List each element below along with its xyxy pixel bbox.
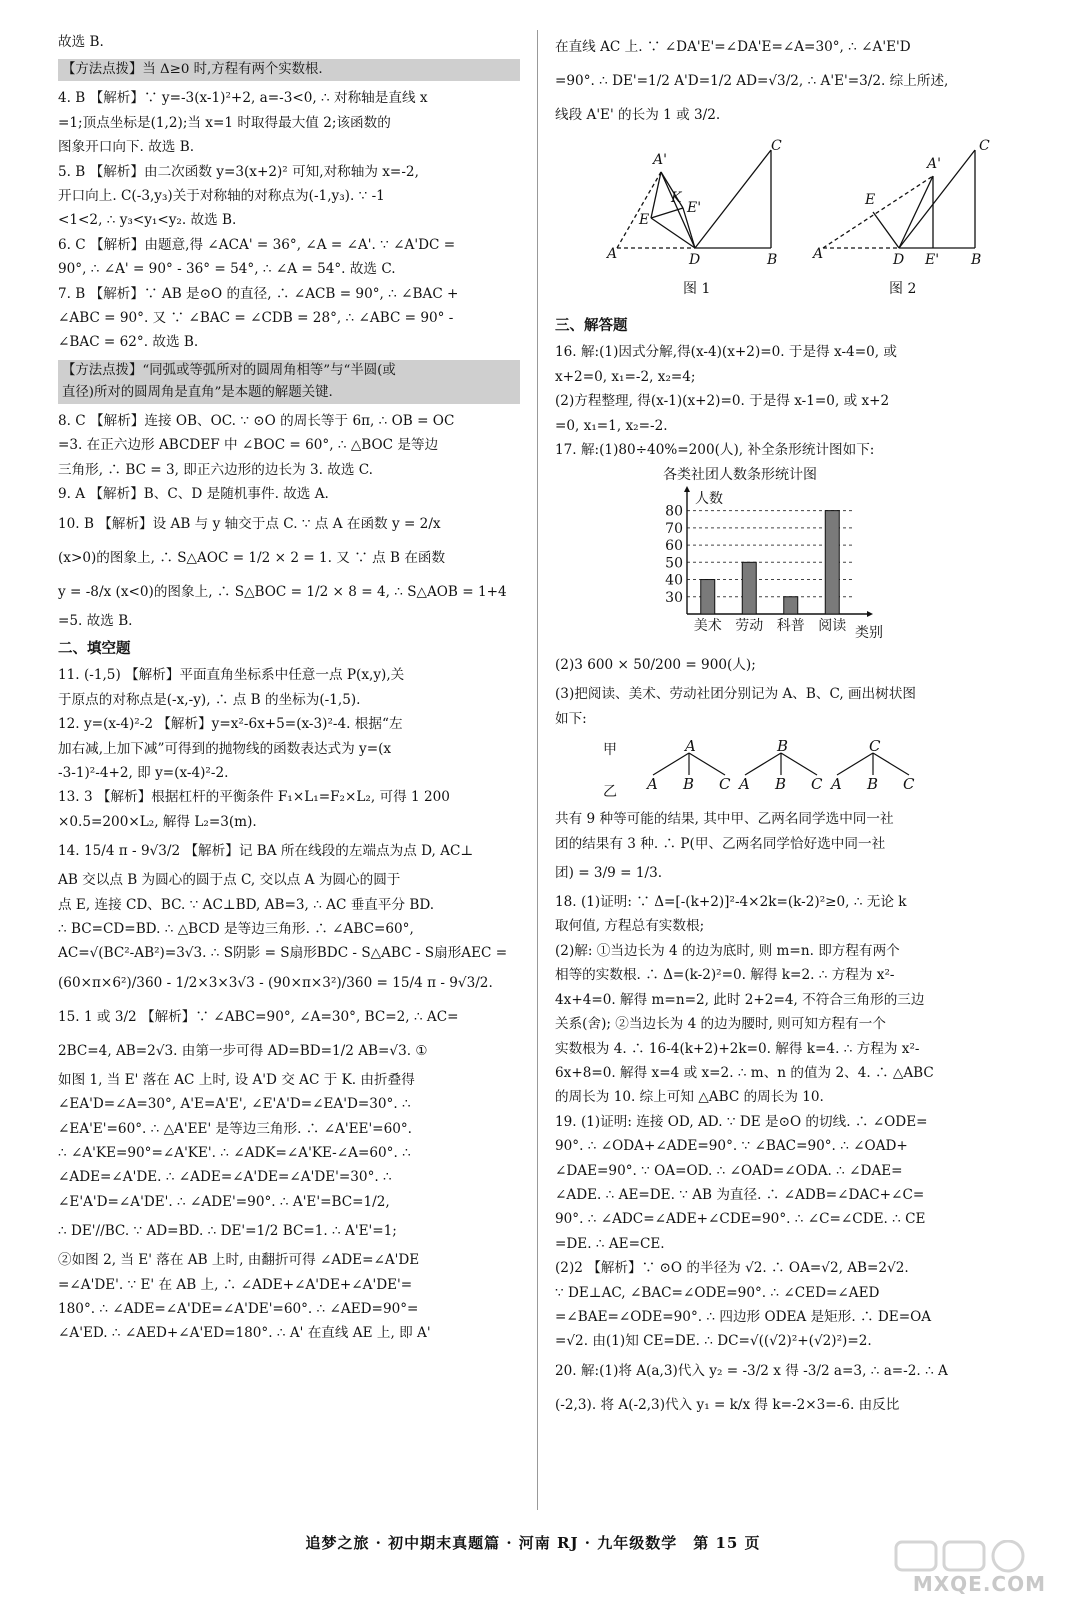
text-line: =0, x₁=1, x₂=-2. — [555, 417, 668, 434]
text-line: ∠EA'E'=60°. ∴ △A'EE' 是等边三角形. ∴ ∠A'EE'=60°. — [58, 1120, 412, 1137]
geometry-figures — [555, 138, 1020, 308]
x-axis-arrow — [867, 611, 873, 617]
column-divider — [537, 30, 538, 1510]
text-line: ②如图 2, 当 E' 落在 AB 上时, 由翻折可得 ∠ADE=∠A'DE — [58, 1252, 420, 1269]
text-line: 6x+8=0. 解得 x=4 或 x=2. ∴ m、n 的值为 2、4. ∴ △ABC — [555, 1064, 934, 1081]
tree-root: B — [777, 737, 789, 756]
bar — [825, 511, 839, 614]
text-line: 14. 15/4 π - 9√3/2 【解析】记 BA 所在线段的左端点为点 D, AC⊥ — [58, 843, 474, 860]
text-line: ∵ DE⊥AC, ∠BAC=∠ODE=90°. ∴ ∠CED=∠AED — [555, 1284, 880, 1301]
text-line: 15. 1 或 3/2 【解析】∵ ∠ABC=90°, ∠A=30°, BC=2, ∴ AC= — [58, 1008, 459, 1025]
tree-leaf: A — [647, 775, 658, 794]
text-line: ∴ BC=CD=BD. ∴ △BCD 是等边三角形. ∴ ∠ABC=60°, — [58, 920, 414, 937]
text-line: (2)方程整理, 得(x-1)(x+2)=0. 于是得 x-1=0, 或 x+2 — [555, 393, 890, 410]
text-line: 相等的实数根. ∴ Δ=(k-2)²=0. 解得 k=2. ∴ 方程为 x²- — [555, 967, 895, 984]
chart-y-axis-title: 人数 — [695, 491, 723, 508]
text-line: ∠EA'D=∠A=30°, A'E=A'E', ∠E'A'D=∠EA'D=30°. ∴ — [58, 1096, 411, 1113]
text-line: 90°, ∴ ∠A' = 90° - 36° = 54°, ∴ ∠A = 54°. 故选 C. — [58, 261, 396, 278]
x-tick-label: 劳动 — [735, 618, 764, 635]
x-tick-label: 科普 — [776, 618, 805, 635]
text-line: 19. (1)证明: 连接 OD, AD. ∵ DE 是⊙O 的切线. ∴ ∠ODE= — [555, 1113, 928, 1130]
text-line: ∴ ∠A'KE=90°=∠A'KE'. ∴ ∠ADK=∠A'KE-∠A=60°. ∴ — [58, 1145, 411, 1161]
method-tip: 【方法点拨】当 Δ≥0 时,方程有两个实数根. — [58, 59, 520, 81]
left-column — [58, 30, 520, 1346]
bar-chart — [663, 464, 923, 644]
text-line: <1<2, ∴ y₃<y₁<y₂. 故选 B. — [58, 212, 237, 229]
point-label-a-prime: A' — [927, 156, 941, 172]
page-footer: 追梦之旅 · 初中期末真题篇 · 河南 RJ · 九年级数学 第 15 页 — [305, 1534, 761, 1552]
chart-title: 各类社团人数条形统计图 — [663, 467, 817, 484]
tree-root: C — [869, 737, 881, 756]
text-line: 2BC=4, AB=2√3. 由第一步可得 AD=BD=1/2 AB=√3. ① — [58, 1042, 428, 1059]
text-line: 4x+4=0. 解得 m=n=2, 此时 2+2=4, 不符合三角形的三边 — [555, 991, 925, 1008]
text-line: 于原点的对称点是(-x,-y), ∴ 点 B 的坐标为(-1,5). — [58, 691, 361, 708]
point-label-b: B — [971, 252, 982, 268]
bar — [701, 580, 715, 614]
text-line: 图象开口向下. 故选 B. — [58, 139, 195, 156]
text-line: 90°. ∴ ∠ODA+∠ADE=90°. ∵ ∠BAC=90°. ∴ ∠OAD+ — [555, 1138, 908, 1155]
method-tip — [58, 360, 520, 404]
text-line: 90°. ∴ ∠ADC=∠ADE+∠CDE=90°. ∴ ∠C=∠CDE. ∴ CE — [555, 1211, 926, 1228]
y-tick-label: 50 — [665, 555, 683, 572]
figure-2-caption: 图 2 — [889, 281, 917, 297]
text-line: 团) = 3/9 = 1/3. — [555, 865, 663, 882]
text-line: ×0.5=200×L₂, 解得 L₂=3(m). — [58, 813, 257, 830]
tree-branch-a — [643, 737, 735, 793]
text-line: 关系(舍); ②当边长为 4 的边为腰时, 则可知方程有一个 — [555, 1016, 886, 1033]
tree-leaf: C — [811, 775, 823, 794]
tree-leaf: B — [775, 775, 787, 794]
point-label-d: D — [893, 252, 905, 268]
text-line: ∠ADE. ∴ AE=DE. ∵ AB 为直径. ∴ ∠ADB=∠DAC+∠C= — [555, 1186, 925, 1203]
text-line: 5. B 【解析】由二次函数 y=3(x+2)² 可知,对称轴为 x=-2, — [58, 163, 419, 180]
text-line: ∴ DE'//BC. ∵ AD=BD. ∴ DE'=1/2 BC=1. ∴ A'E'=1; — [58, 1223, 397, 1240]
method-tip-line: 直径)所对的圆周角是直角”是本题的解题关键. — [62, 384, 333, 400]
point-label-a: A — [607, 246, 618, 262]
point-label-a: A — [813, 246, 824, 262]
y-tick-label: 30 — [665, 590, 683, 607]
x-tick-label: 美术 — [693, 618, 722, 635]
right-column — [555, 30, 1020, 1422]
text-line: (-2,3). 将 A(-2,3)代入 y₁ = k/x 得 k=-2×3=-6. 由反比 — [555, 1396, 900, 1413]
tree-leaf: B — [683, 775, 695, 794]
watermark-logo — [836, 1540, 1046, 1596]
text-line: -3-1)²-4+2, 即 y=(x-4)²-2. — [58, 764, 229, 781]
text-line: =∠A'DE'. ∵ E' 在 AB 上, ∴ ∠ADE+∠A'DE+∠A'DE'= — [58, 1276, 413, 1293]
watermark-text: MXQE.COM — [912, 1572, 1046, 1596]
tree-branch-b — [735, 737, 827, 793]
x-tick-label: 阅读 — [818, 618, 847, 635]
text-line: (60×π×6²)/360 - 1/2×3×3√3 - (90×π×3²)/360 = 15/4 π - 9√3/2. — [58, 974, 493, 991]
text-line: 在直线 AC 上. ∵ ∠DA'E'=∠DA'E=∠A=30°, ∴ ∠A'E'D — [555, 39, 911, 55]
text-line: 如图 1, 当 E' 落在 AC 上时, 设 A'D 交 AC 于 K. 由折叠得 — [58, 1071, 415, 1088]
text-line: =3. 在正六边形 ABCDEF 中 ∠BOC = 60°, ∴ △BOC 是等边 — [58, 437, 439, 454]
y-tick-label: 40 — [665, 572, 683, 589]
text-line: ∠ABC = 90°. 又 ∵ ∠BAC = ∠CDB = 28°, ∴ ∠ABC = 90° - — [58, 310, 454, 327]
tree-root: A — [685, 737, 696, 756]
text-line: =1;顶点坐标是(1,2);当 x=1 时取得最大值 2;该函数的 — [58, 114, 391, 131]
text-line: 实数根为 4. ∴ 16-4(k+2)+2k=0. 解得 k=4. ∴ 方程为 x²- — [555, 1040, 920, 1057]
point-label-d: D — [689, 252, 701, 268]
text-line: ∠ADE=∠A'DE. ∴ ∠ADE=∠A'DE=∠A'DE'=30°. ∴ — [58, 1169, 392, 1186]
tree-leaf: A — [831, 775, 842, 794]
text-line: =90°. ∴ DE'=1/2 A'D=1/2 AD=√3/2, ∴ A'E'=3/2. 综上所述, — [555, 73, 949, 89]
tree-labels — [603, 737, 643, 801]
text-line: 12. y=(x-4)²-2 【解析】y=x²-6x+5=(x-3)²-4. 根据“左 — [58, 716, 403, 733]
text-line: ∠BAC = 62°. 故选 B. — [58, 334, 199, 351]
y-tick-label: 80 — [665, 504, 683, 521]
geometry-figure-drawing — [555, 138, 1020, 308]
text-line: (x>0)的图象上, ∴ S△AOC = 1/2 × 2 = 1. 又 ∵ 点 B 在函数 — [58, 549, 446, 566]
text-line: AC=√(BC²-AB²)=3√3. ∴ S阴影 = S扇形BDC - S△ABC - S扇形AEC = — [58, 945, 508, 962]
text-line: =√2. 由(1)知 CE=DE. ∴ DC=√((√2)²+(√2)²)=2. — [555, 1333, 872, 1350]
text-line: x+2=0, x₁=-2, x₂=4; — [555, 368, 696, 385]
text-line: ∠A'ED. ∴ ∠AED+∠A'ED=180°. ∴ A' 在直线 AE 上, 即 A' — [58, 1325, 431, 1342]
tree-leaf: C — [719, 775, 731, 794]
text-line: 线段 A'E' 的长为 1 或 3/2. — [555, 107, 721, 123]
point-label-e: E — [865, 192, 876, 208]
text-line: 开口向上. C(-3,y₃)关于对称轴的对称点为(-1,y₃). ∵ -1 — [58, 188, 385, 205]
point-label-c: C — [979, 138, 990, 154]
text-line: 故选 B. — [58, 34, 104, 50]
text-line: 加右减,上加下减”可得到的抛物线的函数表达式为 y=(x — [58, 740, 392, 757]
tree-branch-c — [827, 737, 919, 793]
text-line: =∠BAE=∠ODE=90°. ∴ 四边形 ODEA 是矩形. ∴ DE=OA — [555, 1308, 932, 1325]
text-line: AB 交以点 B 为圆心的圆于点 C, 交以点 A 为圆心的圆于 — [58, 872, 401, 889]
text-line: 17. 解:(1)80÷40%=200(人), 补全条形统计图如下: — [555, 442, 875, 459]
point-label-c: C — [771, 138, 782, 154]
text-line: ∠DAE=90°. ∵ OA=OD. ∴ ∠OAD=∠ODA. ∴ ∠DAE= — [555, 1162, 903, 1179]
text-line: 9. A 【解析】B、C、D 是随机事件. 故选 A. — [58, 486, 329, 503]
text-line: 共有 9 种等可能的结果, 其中甲、乙两名同学选中同一社 — [555, 811, 894, 828]
y-tick-label: 70 — [665, 521, 683, 538]
point-label-e: E — [639, 212, 650, 228]
figure-1-caption: 图 1 — [683, 281, 711, 297]
text-line: =5. 故选 B. — [58, 612, 133, 629]
point-label-e-prime: E' — [687, 200, 702, 216]
y-axis-arrow — [684, 486, 690, 492]
text-line: (2)3 600 × 50/200 = 900(人); — [555, 657, 756, 674]
y-tick-label: 60 — [665, 538, 683, 555]
point-label-k: K — [671, 190, 682, 206]
tree-leaf: C — [903, 775, 915, 794]
text-line: 的周长为 10. 综上可知 △ABC 的周长为 10. — [555, 1089, 824, 1106]
method-tip-line: 【方法点拨】“同弧或等弧所对的圆周角相等”与“半圆(或 — [62, 362, 396, 378]
tree-leaf: A — [739, 775, 750, 794]
text-line: 20. 解:(1)将 A(a,3)代入 y₂ = -3/2 x 得 -3/2 a=3, ∴ a=-2. ∴ A — [555, 1362, 948, 1379]
section-heading: 三、解答题 — [555, 317, 628, 334]
text-line: =DE. ∴ AE=CE. — [555, 1235, 665, 1252]
text-line: 4. B 【解析】∵ y=-3(x-1)²+2, a=-3<0, ∴ 对称轴是直线 x — [58, 90, 428, 107]
tree-label-yi: 乙 — [603, 784, 617, 801]
text-line: 180°. ∴ ∠ADE=∠A'DE=∠A'DE'=60°. ∴ ∠AED=90°= — [58, 1301, 419, 1318]
text-line: 16. 解:(1)因式分解,得(x-4)(x+2)=0. 于是得 x-4=0, 或 — [555, 344, 897, 361]
text-line: 7. B 【解析】∵ AB 是⊙O 的直径, ∴ ∠ACB = 90°, ∴ ∠BAC + — [58, 285, 459, 302]
text-line: 10. B 【解析】设 AB 与 y 轴交于点 C. ∵ 点 A 在函数 y = 2/x — [58, 515, 441, 532]
bar — [784, 597, 798, 614]
text-line: 三角形, ∴ BC = 3, 即正六边形的边长为 3. 故选 C. — [58, 461, 374, 478]
text-line: 取何值, 方程总有实数根; — [555, 918, 705, 935]
text-line: (3)把阅读、美术、劳动社团分别记为 A、B、C, 画出树状图 — [555, 686, 917, 703]
section-heading: 二、填空题 — [58, 639, 131, 657]
text-line: y = -8/x (x<0)的图象上, ∴ S△BOC = 1/2 × 8 = 4, ∴ S△AOB = 1+4 — [58, 583, 507, 600]
tree-diagram — [603, 737, 1020, 801]
text-line: 11. (-1,5) 【解析】平面直角坐标系中任意一点 P(x,y),关 — [58, 667, 405, 684]
chart-x-axis-title: 类别 — [855, 625, 883, 642]
text-line: 18. (1)证明: ∵ Δ=[-(k+2)]²-4×2k=(k-2)²≥0, ∴ 无论 k — [555, 894, 907, 911]
text-line: 如下: — [555, 710, 587, 727]
text-line: 8. C 【解析】连接 OB、OC. ∵ ⊙O 的周长等于 6π, ∴ OB = OC — [58, 412, 455, 429]
text-line: 点 E, 连接 CD、BC. ∵ AC⊥BD, AB=3, ∴ AC 垂直平分 BD. — [58, 896, 435, 913]
text-line: 13. 3 【解析】根据杠杆的平衡条件 F₁×L₁=F₂×L₂, 可得 1 200 — [58, 789, 450, 806]
point-label-a-prime: A' — [653, 152, 667, 168]
text-line: ∠E'A'D=∠A'DE'. ∴ ∠ADE'=90°. ∴ A'E'=BC=1/2, — [58, 1193, 390, 1210]
tree-label-jia: 甲 — [603, 742, 617, 759]
bar — [742, 563, 756, 615]
text-line: 6. C 【解析】由题意,得 ∠ACA' = 36°, ∠A = ∠A'. ∵ ∠A'DC = — [58, 236, 456, 253]
tree-leaf: B — [867, 775, 879, 794]
text-line: (2)2 【解析】∵ ⊙O 的半径为 √2. ∴ OA=√2, AB=2√2. — [555, 1260, 909, 1277]
point-label-e-prime: E' — [925, 252, 940, 268]
text-line: (2)解: ①当边长为 4 的边为底时, 则 m=n. 即方程有两个 — [555, 942, 900, 959]
point-label-b: B — [767, 252, 778, 268]
text-line: 团的结果有 3 种. ∴ P(甲、乙两名同学恰好选中同一社 — [555, 835, 886, 852]
